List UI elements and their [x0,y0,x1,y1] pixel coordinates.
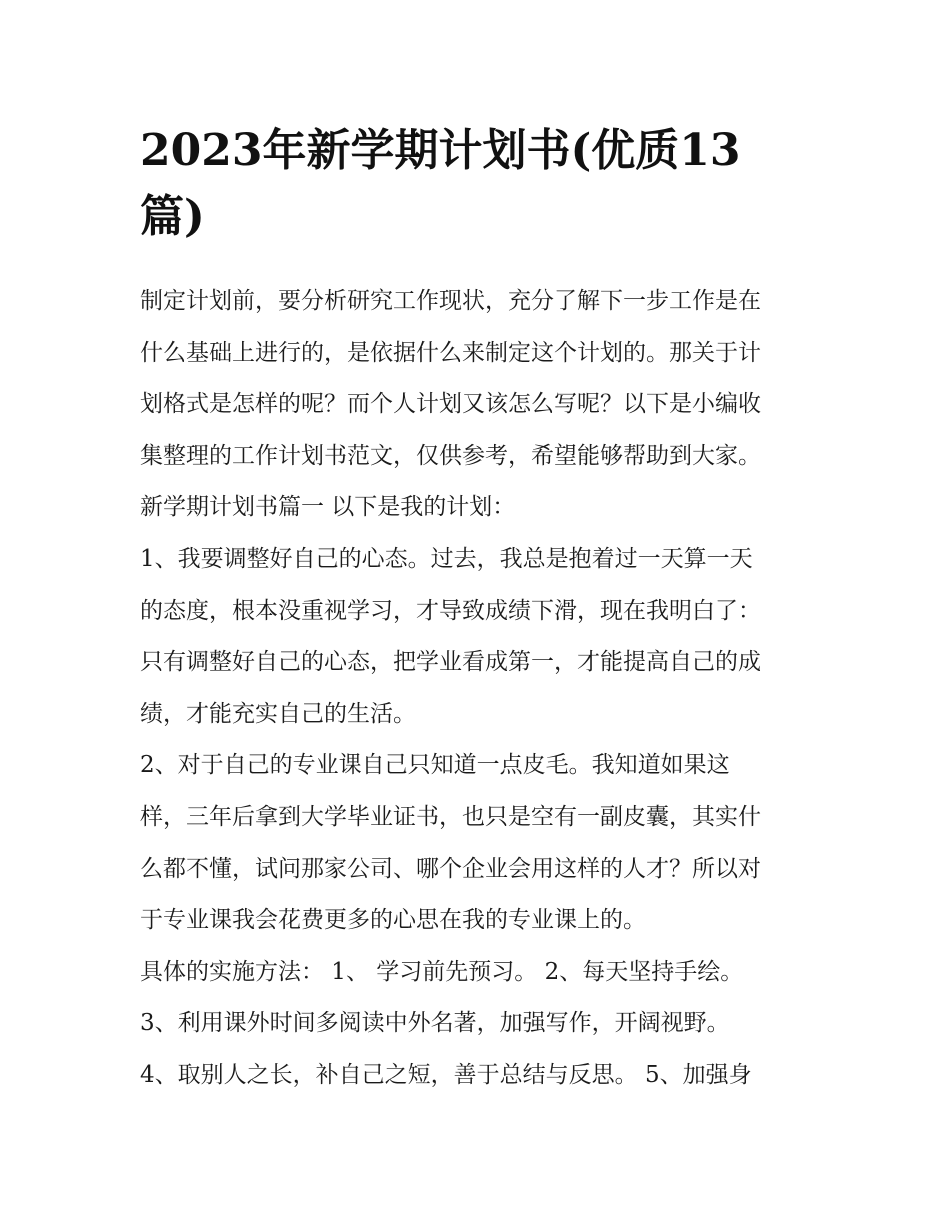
body-line: 制定计划前，要分析研究工作现状，充分了解下一步工作是在 [140,288,761,314]
section-heading-line: 新学期计划书篇一 以下是我的计划： [140,494,516,521]
body-line: 的态度，根本没重视学习，才导致成绩下滑，现在我明白了： [140,597,761,624]
body-line: 么都不懂，试问那家公司、哪个企业会用这样的人才？所以对 [140,855,761,882]
body-line: 集整理的工作计划书范文，仅供参考，希望能够帮助到大家。 [140,442,761,469]
body-line: 3、利用课外时间多阅读中外名著，加强写作，开阔视野。 [140,1010,730,1037]
body-line: 2、对于自己的专业课自己只知道一点皮毛。我知道如果这 [140,752,730,779]
title-line: 2023年新学期计划书(优质13 [140,125,741,176]
body-line: 划格式是怎样的呢？而个人计划又该怎么写呢？以下是小编收 [140,391,761,418]
body-line: 4、取别人之长，补自己之短，善于总结与反思。 5、加强身 [140,1061,752,1088]
body-line: 于专业课我会花费更多的心思在我的专业课上的。 [140,907,646,934]
document-body [140,276,820,1102]
body-line: 1、我要调整好自己的心态。过去，我总是抱着过一天算一天 [140,545,753,572]
document-title [140,118,820,250]
body-line: 绩，才能充实自己的生活。 [140,700,416,727]
body-line: 只有调整好自己的心态，把学业看成第一，才能提高自己的成 [140,649,761,676]
title-line: 篇) [140,191,205,242]
body-line: 样，三年后拿到大学毕业证书，也只是空有一副皮囊，其实什 [140,803,761,830]
body-line: 什么基础上进行的，是依据什么来制定这个计划的。那关于计 [140,339,761,366]
body-line: 具体的实施方法： 1、 学习前先预习。 2、每天坚持手绘。 [140,958,744,985]
